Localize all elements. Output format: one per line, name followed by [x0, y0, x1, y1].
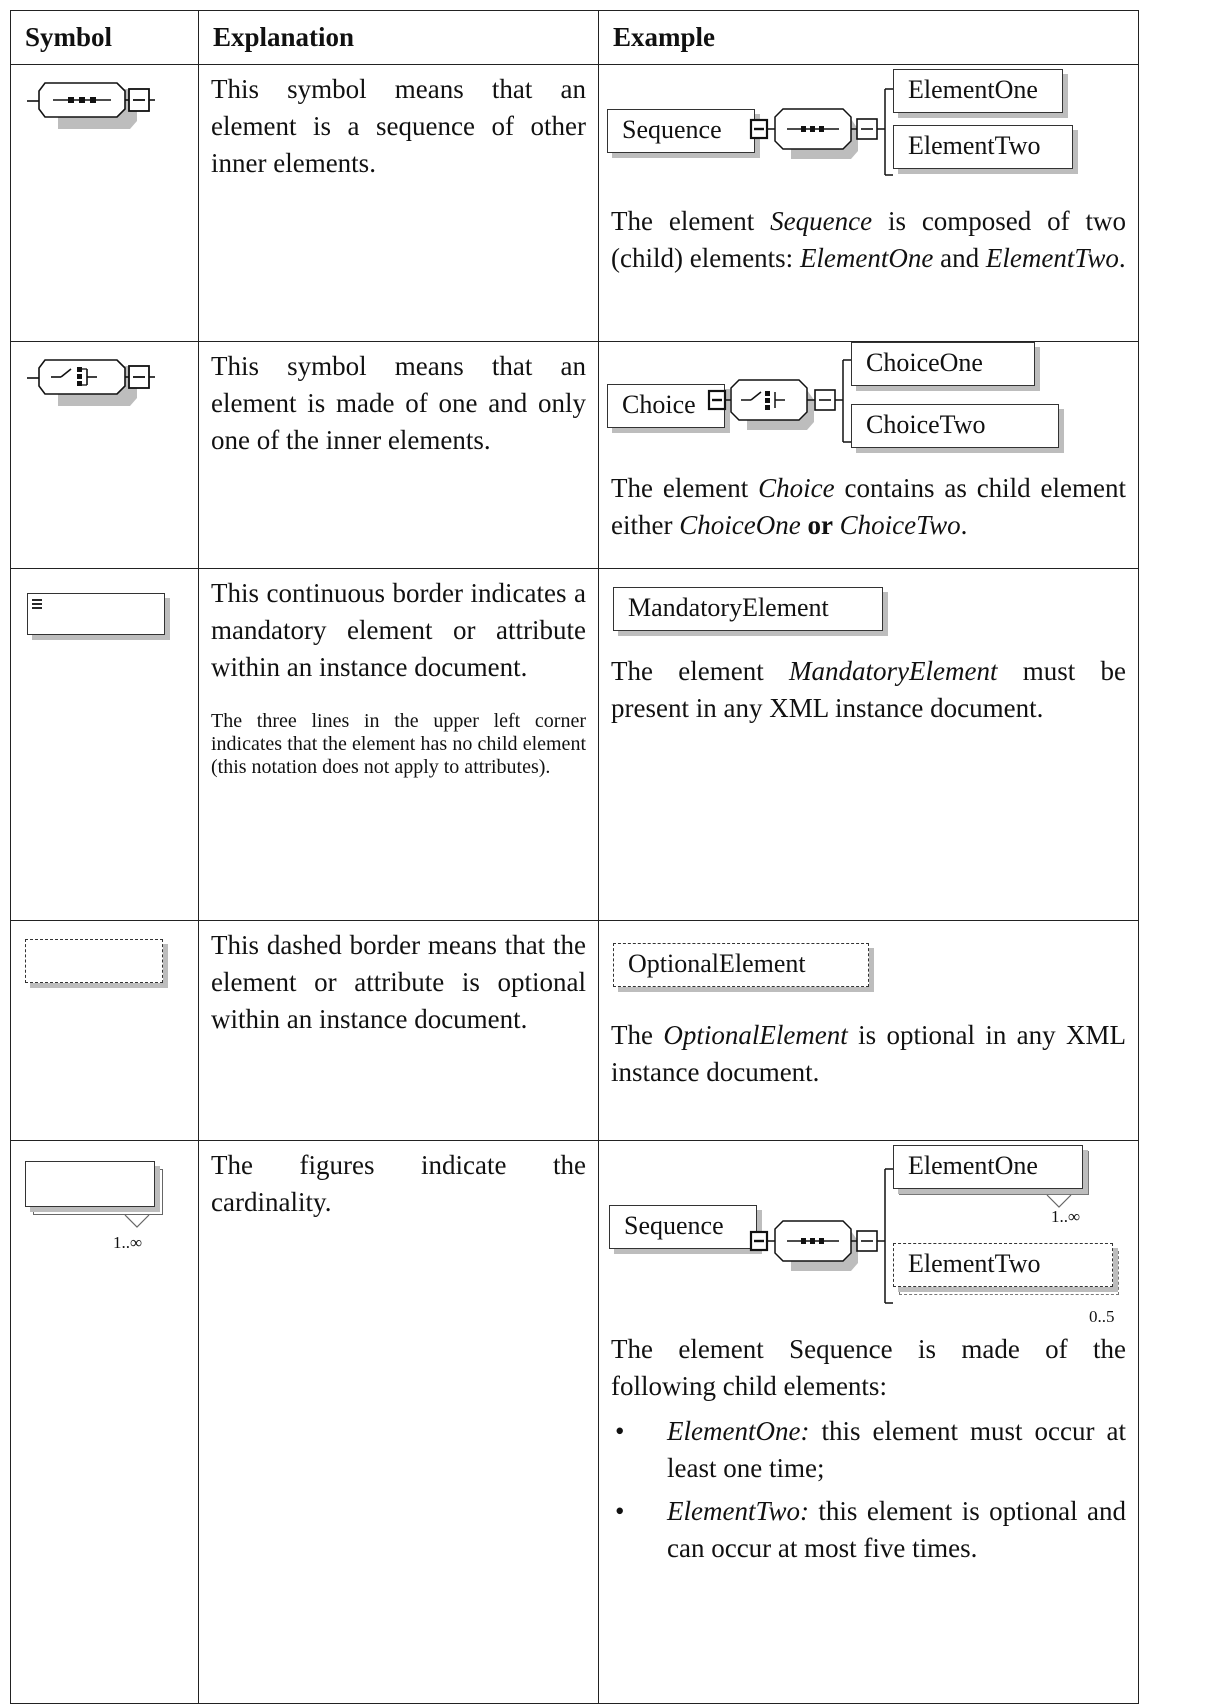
- list-item: • ElementTwo: this element is optional and can occur at most five times.: [611, 1493, 1126, 1567]
- example-description: The element Sequence is composed of two (child) elements: ElementOne and ElementTwo.: [611, 206, 1126, 273]
- table-row-choice: [11, 342, 1139, 569]
- diagram-child-box: ChoiceOne: [851, 342, 1035, 386]
- example-description: The element MandatoryElement must be present in any XML instance document.: [611, 656, 1127, 723]
- header-row: [11, 11, 1139, 65]
- example-cell-cardinality: [599, 1141, 1139, 1704]
- diagram-child-box: ElementOne: [893, 69, 1063, 113]
- diagram-parent-box: Sequence: [609, 1205, 757, 1249]
- diagram-parent-box: Choice: [607, 384, 725, 428]
- optional-element-box: OptionalElement: [613, 943, 869, 987]
- header-example: Example: [599, 11, 1139, 65]
- optional-element-icon: [25, 939, 163, 983]
- mandatory-diagram: [599, 569, 1138, 653]
- example-intro: The element Sequence is made of the following child elements:: [611, 1334, 1126, 1401]
- symbol-cell-mandatory: [11, 569, 199, 921]
- choice-compositor-icon: [25, 356, 155, 416]
- table-row-sequence: [11, 65, 1139, 342]
- sequence-compositor-icon: [25, 79, 155, 139]
- symbol-cell-optional: [11, 921, 199, 1141]
- table-row-mandatory: [11, 569, 1139, 921]
- cardinality-notch-icon: [123, 1215, 153, 1229]
- explanation-text: This continuous border indicates a mandatory element or attribute within an instance document.: [211, 578, 586, 682]
- list-item: • ElementOne: this element must occur at least one time;: [611, 1413, 1126, 1487]
- explanation-cell-optional: [199, 921, 599, 1141]
- choice-connector: [709, 356, 869, 466]
- no-children-lines-icon: [32, 598, 46, 610]
- cardinality-bullet-list: [599, 1413, 1138, 1567]
- explanation-cell-sequence: [199, 65, 599, 342]
- diagram-child-box: ElementOne: [893, 1145, 1083, 1189]
- symbol-cell-cardinality: [11, 1141, 199, 1704]
- header-symbol: Symbol: [11, 11, 199, 65]
- cardinality-label: 0..5: [1089, 1307, 1115, 1326]
- symbol-cell-sequence: [11, 65, 199, 342]
- diagram-parent-box: Sequence: [607, 109, 755, 153]
- table-row-optional: [11, 921, 1139, 1141]
- choice-diagram: [599, 342, 1138, 470]
- diagram-child-box: ElementTwo: [893, 125, 1073, 169]
- diagram-child-box: ElementTwo: [893, 1243, 1113, 1287]
- header-explanation: Explanation: [199, 11, 599, 65]
- cardinality-label: 1..∞: [1051, 1207, 1081, 1226]
- cardinality-diagram: [599, 1141, 1138, 1331]
- example-cell-mandatory: [599, 569, 1139, 921]
- explanation-text: The figures indicate the cardinality.: [211, 1150, 586, 1217]
- example-description: The element Choice contains as child element either ChoiceOne or ChoiceTwo.: [611, 473, 1126, 540]
- example-description: The OptionalElement is optional in any XML instance document.: [611, 1020, 1126, 1087]
- mandatory-element-box: MandatoryElement: [613, 587, 883, 631]
- example-cell-optional: [599, 921, 1139, 1141]
- symbol-cell-choice: [11, 342, 199, 569]
- explanation-cell-cardinality: [199, 1141, 599, 1704]
- sequence-diagram: [599, 65, 1138, 203]
- explanation-cell-mandatory: [199, 569, 599, 921]
- diagram-child-box: ChoiceTwo: [851, 404, 1059, 448]
- mandatory-element-icon: [27, 593, 165, 635]
- explanation-text: This symbol means that an element is a sequence of other inner elements.: [211, 74, 586, 178]
- explanation-cell-choice: [199, 342, 599, 569]
- explanation-note: The three lines in the upper left corner indicates that the element has no child element (this notation does not apply to attributes).: [211, 710, 586, 778]
- sequence-connector: [751, 1157, 911, 1307]
- cardinality-label: 1..∞: [113, 1233, 143, 1252]
- table-row-cardinality: [11, 1141, 1139, 1704]
- example-cell-choice: [599, 342, 1139, 569]
- example-cell-sequence: [599, 65, 1139, 342]
- explanation-text: This dashed border means that the element or attribute is optional within an instance document.: [211, 930, 586, 1034]
- legend-table: [10, 10, 1139, 1704]
- sequence-connector: [751, 85, 911, 195]
- optional-diagram: [599, 921, 1138, 1017]
- explanation-text: This symbol means that an element is made of one and only one of the inner elements.: [211, 351, 586, 455]
- stacked-box-front: [25, 1161, 155, 1207]
